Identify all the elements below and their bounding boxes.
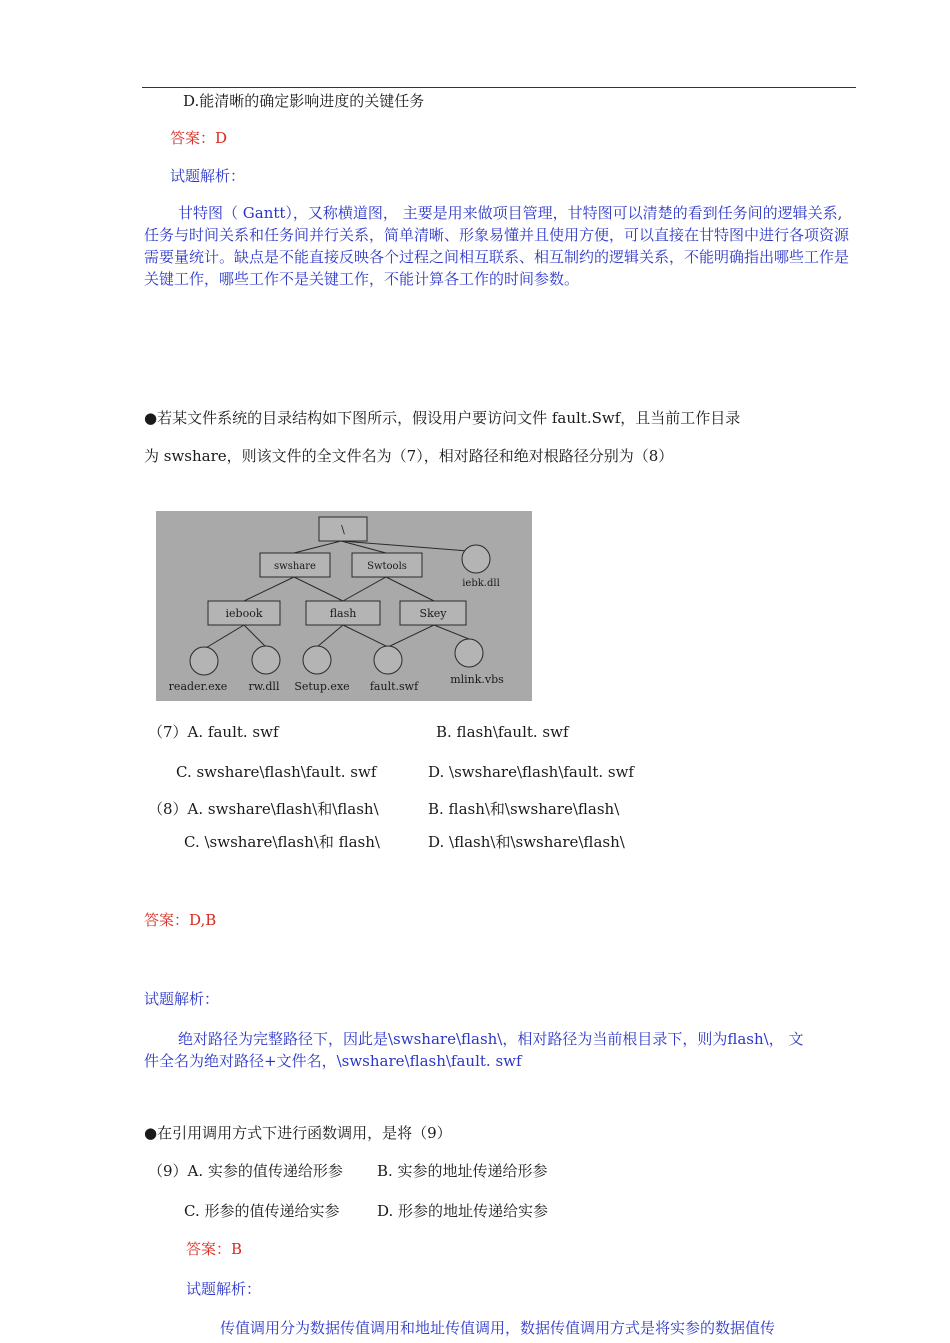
- q9-analysis-label: 试题解析：: [186, 1280, 262, 1298]
- tree-label-iebk: iebk.dll: [462, 578, 500, 589]
- tree-label-swtools: Swtools: [367, 561, 407, 572]
- q7-stem-line2: 为 swshare，则该文件的全文件名为（7），相对路径和绝对根路径分别为（8）: [144, 447, 674, 465]
- prev-answer: 答案：D: [170, 129, 228, 147]
- q7-analysis-text: 绝对路径为完整路径下，因此是\swshare\flash\，相对路径为当前根目录下，则为flash\， 文件全名为绝对路径+文件名，\swshare\flash\fault. swf: [144, 1030, 804, 1070]
- q9-option-d: D. 形参的地址传递给实参: [377, 1202, 549, 1220]
- tree-root-label: \: [341, 523, 345, 536]
- q9-option-a: （9）A. 实参的值传递给形参: [148, 1162, 343, 1180]
- tree-node-mlink: [455, 639, 483, 667]
- prev-option-d: D.能清晰的确定影响进度的关键任务: [183, 92, 425, 110]
- tree-label-setup: Setup.exe: [294, 680, 350, 693]
- prev-analysis-label: 试题解析：: [170, 167, 246, 185]
- q9-stem: ●在引用调用方式下进行函数调用，是将（9）: [144, 1124, 452, 1142]
- tree-node-rw: [252, 646, 280, 674]
- tree-label-swshare: swshare: [274, 561, 316, 572]
- q8-option-b: B. flash\和\swshare\flash\: [428, 800, 620, 818]
- q9-option-b: B. 实参的地址传递给形参: [377, 1162, 548, 1180]
- q7-answer: 答案：D,B: [144, 911, 217, 929]
- tree-label-flash: flash: [329, 607, 357, 620]
- tree-label-rw: rw.dll: [248, 680, 280, 693]
- directory-tree-figure: [156, 511, 532, 701]
- tree-label-fault: fault.swf: [369, 680, 419, 693]
- tree-node-setup: [303, 646, 331, 674]
- q9-option-c: C. 形参的值传递给实参: [184, 1202, 340, 1220]
- q7-option-d: D. \swshare\flash\fault. swf: [428, 763, 634, 781]
- tree-node-fault: [374, 646, 402, 674]
- tree-label-mlink: mlink.vbs: [450, 673, 504, 686]
- tree-node-reader: [190, 647, 218, 675]
- q9-analysis-text: 传值调用分为数据传值调用和地址传值调用，数据传值调用方式是将实参的数据值传: [220, 1319, 776, 1337]
- q8-option-a: （8）A. swshare\flash\和\flash\: [148, 800, 379, 818]
- tree-label-iebook: iebook: [225, 607, 263, 620]
- q8-option-c: C. \swshare\flash\和 flash\: [184, 833, 380, 851]
- q7-analysis-label: 试题解析：: [144, 990, 220, 1008]
- q7-option-c: C. swshare\flash\fault. swf: [176, 763, 377, 781]
- q7-option-a: （7）A. fault. swf: [148, 723, 279, 741]
- tree-node-iebk: [462, 545, 490, 573]
- tree-label-skey: Skey: [419, 607, 447, 620]
- q7-stem-line1: ●若某文件系统的目录结构如下图所示，假设用户要访问文件 fault.Swf，且当前工作目录: [144, 409, 741, 427]
- tree-label-reader: reader.exe: [168, 680, 228, 693]
- q8-option-d: D. \flash\和\swshare\flash\: [428, 833, 625, 851]
- prev-analysis-text: 甘特图（ Gantt），又称横道图， 主要是用来做项目管理，甘特图可以清楚的看到任务间的逻辑关系,任务与时间关系和任务间并行关系，简单清晰、形象易懂并且使用方便，可以直接在甘特图中进行各项资源需要量统计。缺点是不能直接反映各个过程之间相互联系、相互制约的逻辑关系，不能明确指出哪些工作是关键工作，哪些工作不是关键工作，不能计算各工作的时间参数。: [144, 204, 850, 288]
- q7-option-b: B. flash\fault. swf: [436, 723, 569, 741]
- q9-answer: 答案：B: [186, 1240, 243, 1258]
- header-rule: [142, 87, 856, 88]
